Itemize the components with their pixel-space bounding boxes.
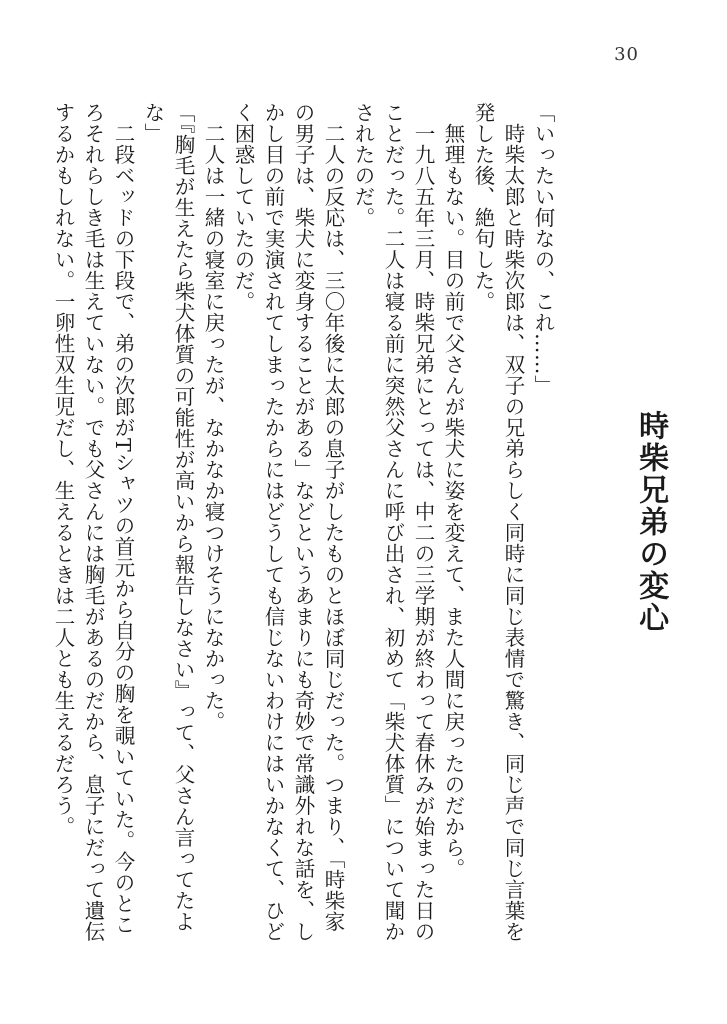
paragraph: 二人は一緒の寝室に戻ったが、なかなか寝つけそうになかった。: [201, 102, 225, 732]
paragraph: 「いったい何なの、これ……」: [531, 102, 555, 396]
body-text: [51, 102, 558, 952]
paragraph: 「『胸毛が生えたら柴犬体質の可能性が高いから報告しなさい』って、父さん言ってたよな」: [141, 102, 195, 932]
page-number: 30: [614, 44, 639, 65]
paragraph: 二人の反応は、三〇年後に太郎の息子がしたものとほぼ同じだった。つまり、「時柴家の男子は、柴犬に変身することがある」などというあまりにも奇妙で常識外れな話を、しかし目の前で実演されてしまったからにはどうしても信じないわけにはいかなくて、ひどく困惑していたのだ。: [231, 102, 345, 942]
chapter-title: 時柴兄弟の変心: [633, 410, 669, 634]
paragraph: 無理もない。目の前で父さんが柴犬に姿を変えて、また人間に戻ったのだから。: [441, 102, 465, 879]
paragraph: 二段ベッドの下段で、弟の次郎がTシャツの首元から自分の胸を覗いていた。今のところそれらしき毛は生えていない。でも父さんには胸毛があるのだから、息子にだって遺伝するかもしれない。一卵性双生児だし、生えるときは二人とも生えるだろう。: [51, 102, 135, 942]
paragraph: 一九八五年三月、時柴兄弟にとっては、中二の三学期が終わって春休みが始まった日のことだった。二人は寝る前に突然父さんに呼び出され、初めて「柴犬体質」について聞かされたのだ。: [351, 102, 435, 942]
paragraph: 時柴太郎と時柴次郎は、双子の兄弟らしく同時に同じ表情で驚き、同じ声で同じ言葉を発した後、絶句した。: [471, 102, 525, 942]
